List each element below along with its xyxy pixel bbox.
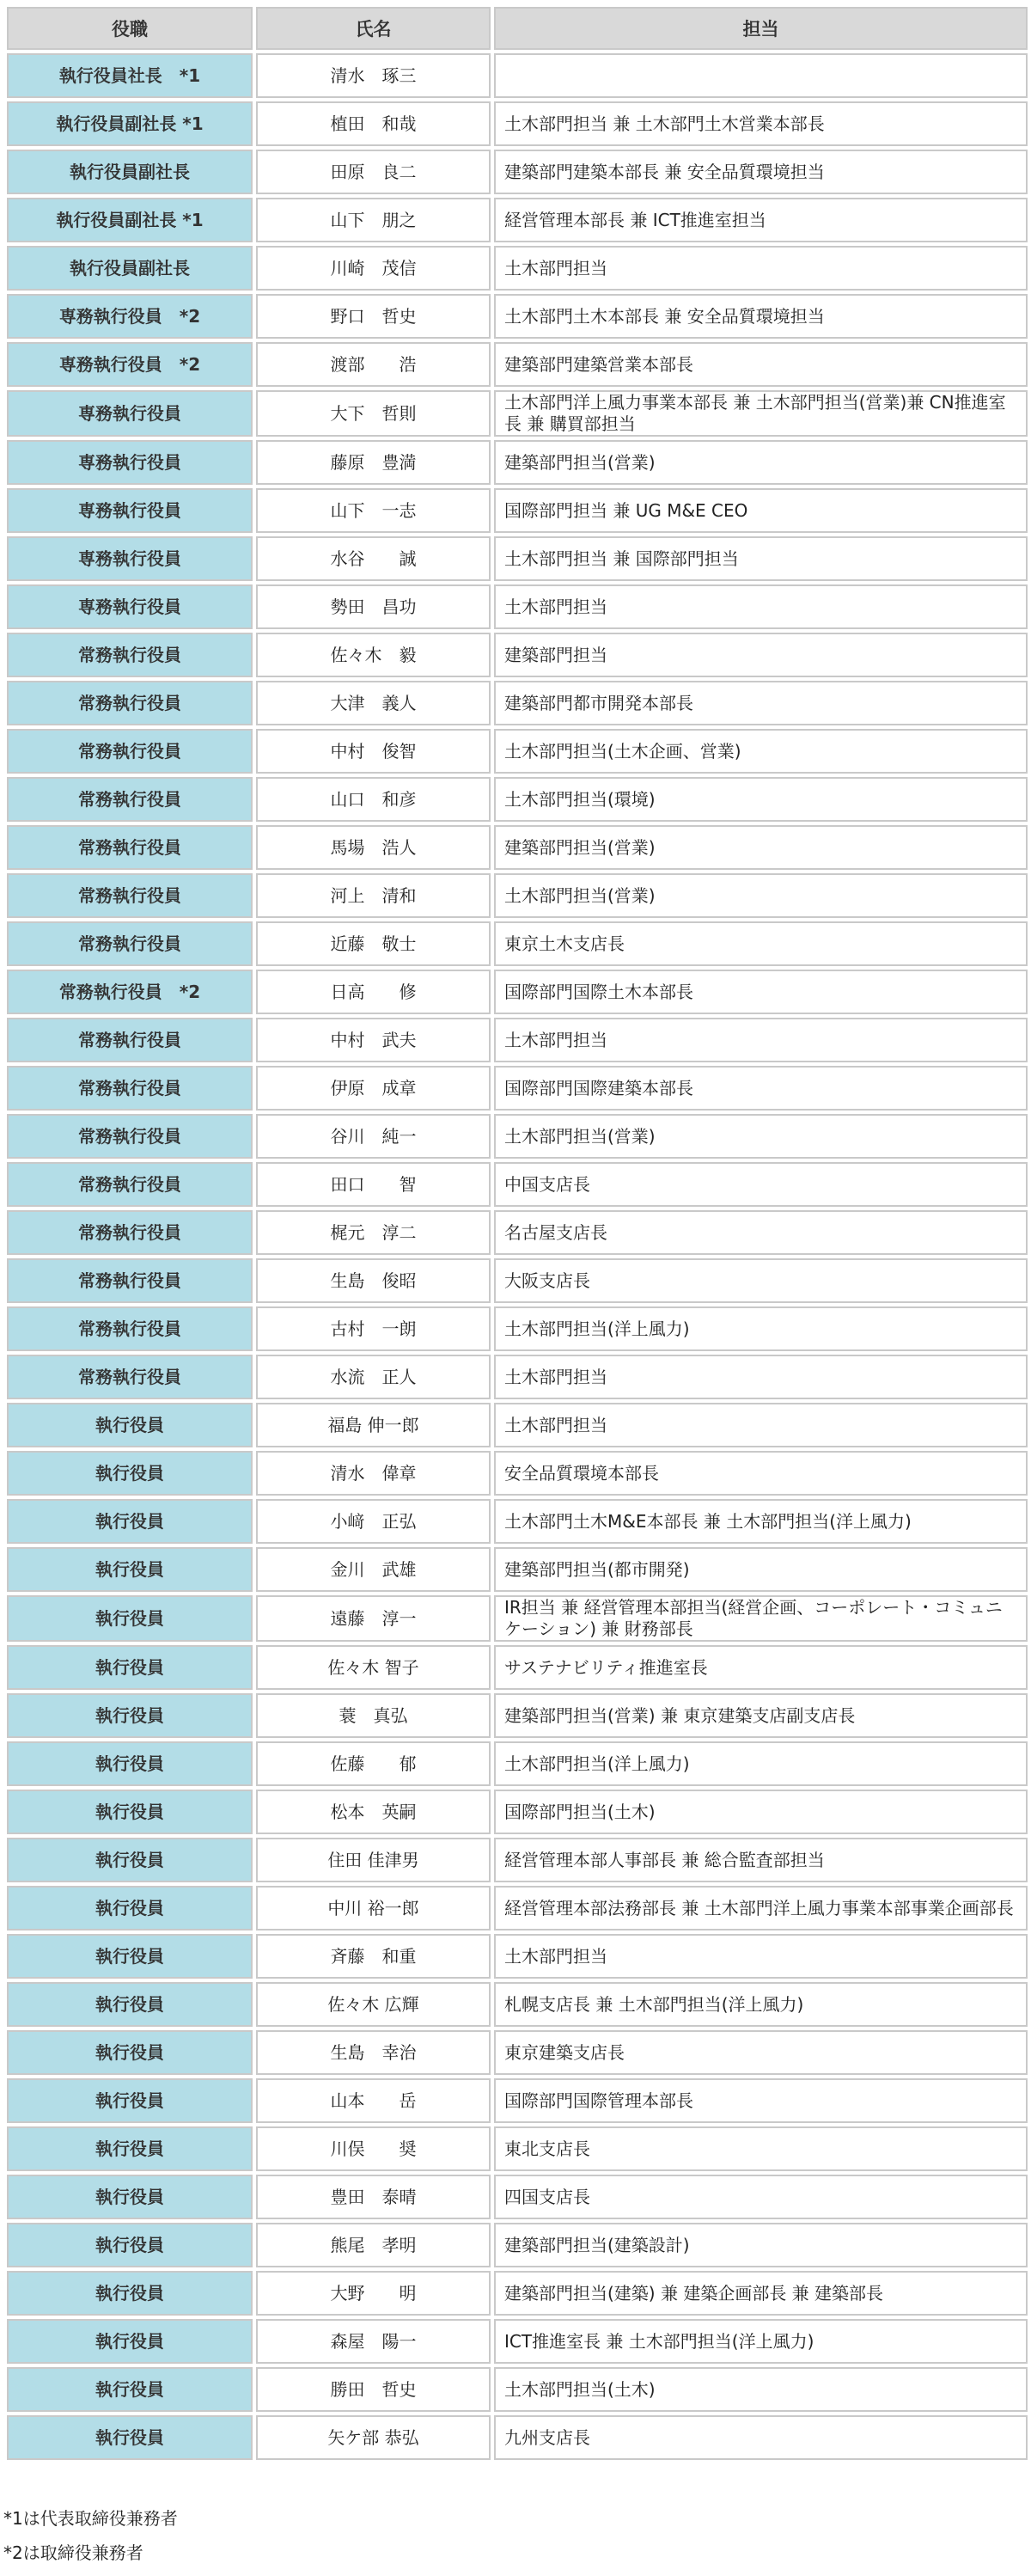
duty-cell: 建築部門担当(建築設計) (494, 2223, 1028, 2267)
footnote-1: *1は代表取締役兼務者 (3, 2508, 178, 2529)
table-row (7, 1355, 1028, 1399)
duty-cell: 土木部門担当(土木企画、営業) (494, 729, 1028, 774)
duty-cell: 九州支店長 (494, 2415, 1028, 2460)
role-cell: 常務執行役員 (7, 921, 253, 966)
table-row (7, 2223, 1028, 2267)
name-cell: 大下 哲則 (256, 390, 491, 437)
role-cell: 常務執行役員 (7, 1210, 253, 1255)
table-row (7, 2271, 1028, 2316)
duty-cell: 土木部門担当 (494, 246, 1028, 291)
role-cell: 専務執行役員 (7, 488, 253, 533)
name-cell: 梶元 淳二 (256, 1210, 491, 1255)
table-row (7, 584, 1028, 629)
officers-table (3, 3, 1031, 2463)
table-row (7, 1741, 1028, 1786)
role-cell: 執行役員 (7, 2175, 253, 2219)
role-cell: 執行役員 (7, 1934, 253, 1979)
role-cell: 執行役員社長 *1 (7, 53, 253, 98)
table-row (7, 1114, 1028, 1159)
role-cell: 常務執行役員 (7, 873, 253, 918)
duty-cell: 土木部門担当 (494, 1355, 1028, 1399)
name-cell: 大津 義人 (256, 681, 491, 725)
role-cell: 専務執行役員 *2 (7, 342, 253, 387)
role-cell: 執行役員 (7, 1790, 253, 1834)
name-cell: 山下 朋之 (256, 198, 491, 242)
duty-cell: 名古屋支店長 (494, 1210, 1028, 1255)
duty-cell: 建築部門建築本部長 兼 安全品質環境担当 (494, 150, 1028, 194)
duty-cell: 国際部門国際土木本部長 (494, 970, 1028, 1014)
header-name: 氏名 (256, 7, 491, 50)
name-cell: 勝田 哲史 (256, 2367, 491, 2412)
name-cell: 山口 和彦 (256, 777, 491, 822)
name-cell: 中村 俊智 (256, 729, 491, 774)
duty-cell: 土木部門担当 兼 土木部門土木営業本部長 (494, 101, 1028, 146)
duty-cell: 建築部門担当(都市開発) (494, 1547, 1028, 1592)
name-cell: 山下 一志 (256, 488, 491, 533)
name-cell: 蓑 真弘 (256, 1693, 491, 1738)
duty-cell: 建築部門担当(営業) 兼 東京建築支店副支店長 (494, 1693, 1028, 1738)
role-cell: 執行役員 (7, 1693, 253, 1738)
table-row (7, 729, 1028, 774)
name-cell: 馬場 浩人 (256, 825, 491, 870)
role-cell: 執行役員 (7, 2126, 253, 2171)
table-row (7, 1934, 1028, 1979)
name-cell: 伊原 成章 (256, 1066, 491, 1111)
table-row (7, 777, 1028, 822)
duty-cell: 土木部門担当 (494, 1018, 1028, 1062)
role-cell: 常務執行役員 (7, 729, 253, 774)
duty-cell: IR担当 兼 経営管理本部担当(経営企画、コーポレート・コミュニケーション) 兼 財務部長 (494, 1595, 1028, 1642)
table-row (7, 1982, 1028, 2027)
duty-cell: 土木部門担当(土木) (494, 2367, 1028, 2412)
name-cell: 近藤 敬士 (256, 921, 491, 966)
name-cell: 小﨑 正弘 (256, 1499, 491, 1544)
duty-cell: 四国支店長 (494, 2175, 1028, 2219)
table-row (7, 1066, 1028, 1111)
name-cell: 中川 裕一郎 (256, 1886, 491, 1930)
duty-cell: 土木部門担当(環境) (494, 777, 1028, 822)
role-cell: 常務執行役員 (7, 1355, 253, 1399)
role-cell: 執行役員 (7, 2223, 253, 2267)
name-cell: 熊尾 孝明 (256, 2223, 491, 2267)
name-cell: 野口 哲史 (256, 294, 491, 339)
name-cell: 生島 俊昭 (256, 1258, 491, 1303)
name-cell: 中村 武夫 (256, 1018, 491, 1062)
role-cell: 常務執行役員 (7, 1018, 253, 1062)
table-row (7, 1018, 1028, 1062)
table-row (7, 246, 1028, 291)
table-row (7, 101, 1028, 146)
role-cell: 専務執行役員 (7, 440, 253, 485)
duty-cell: 国際部門担当(土木) (494, 1790, 1028, 1834)
duty-cell: 土木部門担当 (494, 584, 1028, 629)
name-cell: 清水 琢三 (256, 53, 491, 98)
duty-cell: 土木部門担当(洋上風力) (494, 1306, 1028, 1351)
role-cell: 執行役員 (7, 1645, 253, 1690)
table-body (7, 53, 1028, 2460)
table-row (7, 2367, 1028, 2412)
duty-cell: 土木部門担当 兼 国際部門担当 (494, 536, 1028, 581)
duty-cell: 土木部門担当 (494, 1403, 1028, 1447)
header-role: 役職 (7, 7, 253, 50)
footnotes (3, 2501, 178, 2570)
name-cell: 田口 智 (256, 1162, 491, 1207)
role-cell: 常務執行役員 (7, 777, 253, 822)
table-row (7, 1645, 1028, 1690)
role-cell: 専務執行役員 (7, 584, 253, 629)
duty-cell: 安全品質環境本部長 (494, 1451, 1028, 1496)
table-row (7, 873, 1028, 918)
name-cell: 植田 和哉 (256, 101, 491, 146)
duty-cell: 建築部門都市開発本部長 (494, 681, 1028, 725)
name-cell: 金川 武雄 (256, 1547, 491, 1592)
table-row (7, 1886, 1028, 1930)
duty-cell: 経営管理本部法務部長 兼 土木部門洋上風力事業本部事業企画部長 (494, 1886, 1028, 1930)
table-row (7, 53, 1028, 98)
role-cell: 執行役員 (7, 1741, 253, 1786)
name-cell: 渡部 浩 (256, 342, 491, 387)
table-row (7, 2030, 1028, 2075)
table-row (7, 1693, 1028, 1738)
duty-cell: 経営管理本部長 兼 ICT推進室担当 (494, 198, 1028, 242)
table-row (7, 1258, 1028, 1303)
name-cell: 佐藤 郁 (256, 1741, 491, 1786)
table-row (7, 1790, 1028, 1834)
role-cell: 執行役員副社長 (7, 150, 253, 194)
table-row (7, 1210, 1028, 1255)
name-cell: 古村 一朗 (256, 1306, 491, 1351)
name-cell: 佐々木 広輝 (256, 1982, 491, 2027)
role-cell: 常務執行役員 (7, 633, 253, 677)
table-row (7, 1595, 1028, 1642)
duty-cell: 土木部門担当(洋上風力) (494, 1741, 1028, 1786)
table-row (7, 1499, 1028, 1544)
name-cell: 藤原 豊満 (256, 440, 491, 485)
header-duty: 担当 (494, 7, 1028, 50)
table-row (7, 390, 1028, 437)
duty-cell: 札幌支店長 兼 土木部門担当(洋上風力) (494, 1982, 1028, 2027)
name-cell: 矢ケ部 恭弘 (256, 2415, 491, 2460)
role-cell: 専務執行役員 *2 (7, 294, 253, 339)
table-row (7, 440, 1028, 485)
name-cell: 森屋 陽一 (256, 2319, 491, 2364)
name-cell: 水流 正人 (256, 1355, 491, 1399)
name-cell: 生島 幸治 (256, 2030, 491, 2075)
table-row (7, 1306, 1028, 1351)
role-cell: 執行役員 (7, 2367, 253, 2412)
duty-cell: 中国支店長 (494, 1162, 1028, 1207)
duty-cell: サステナビリティ推進室長 (494, 1645, 1028, 1690)
duty-cell: 経営管理本部人事部長 兼 総合監査部担当 (494, 1838, 1028, 1882)
name-cell: 河上 清和 (256, 873, 491, 918)
role-cell: 執行役員副社長 (7, 246, 253, 291)
role-cell: 常務執行役員 (7, 1306, 253, 1351)
table-header-row (7, 7, 1028, 50)
table-row (7, 1451, 1028, 1496)
table-row (7, 633, 1028, 677)
role-cell: 常務執行役員 (7, 681, 253, 725)
role-cell: 常務執行役員 (7, 1066, 253, 1111)
duty-cell: 建築部門担当 (494, 633, 1028, 677)
role-cell: 執行役員 (7, 1838, 253, 1882)
role-cell: 執行役員 (7, 2030, 253, 2075)
duty-cell: 国際部門担当 兼 UG M&E CEO (494, 488, 1028, 533)
duty-cell: 建築部門担当(営業) (494, 440, 1028, 485)
table-row (7, 921, 1028, 966)
role-cell: 執行役員 (7, 1982, 253, 2027)
table-row (7, 536, 1028, 581)
name-cell: 川俣 奨 (256, 2126, 491, 2171)
role-cell: 執行役員 (7, 1499, 253, 1544)
duty-cell (494, 53, 1028, 98)
duty-cell: 東京建築支店長 (494, 2030, 1028, 2075)
duty-cell: 大阪支店長 (494, 1258, 1028, 1303)
name-cell: 佐々木 智子 (256, 1645, 491, 1690)
table-row (7, 342, 1028, 387)
table-row (7, 1162, 1028, 1207)
name-cell: 田原 良二 (256, 150, 491, 194)
name-cell: 川崎 茂信 (256, 246, 491, 291)
role-cell: 専務執行役員 (7, 536, 253, 581)
table-row (7, 2415, 1028, 2460)
name-cell: 大野 明 (256, 2271, 491, 2316)
duty-cell: 東京土木支店長 (494, 921, 1028, 966)
role-cell: 常務執行役員 (7, 1162, 253, 1207)
role-cell: 執行役員副社長 *1 (7, 101, 253, 146)
table-row (7, 1838, 1028, 1882)
name-cell: 日高 修 (256, 970, 491, 1014)
duty-cell: 東北支店長 (494, 2126, 1028, 2171)
duty-cell: 土木部門土木本部長 兼 安全品質環境担当 (494, 294, 1028, 339)
name-cell: 福島 伸一郎 (256, 1403, 491, 1447)
role-cell: 執行役員 (7, 1451, 253, 1496)
role-cell: 執行役員副社長 *1 (7, 198, 253, 242)
role-cell: 常務執行役員 (7, 1114, 253, 1159)
name-cell: 住田 佳津男 (256, 1838, 491, 1882)
duty-cell: 国際部門国際管理本部長 (494, 2078, 1028, 2123)
table-row (7, 150, 1028, 194)
role-cell: 執行役員 (7, 2319, 253, 2364)
role-cell: 常務執行役員 (7, 1258, 253, 1303)
name-cell: 谷川 純一 (256, 1114, 491, 1159)
name-cell: 清水 偉章 (256, 1451, 491, 1496)
table-row (7, 681, 1028, 725)
table-row (7, 198, 1028, 242)
duty-cell: 土木部門担当 (494, 1934, 1028, 1979)
name-cell: 勢田 昌功 (256, 584, 491, 629)
duty-cell: 建築部門担当(建築) 兼 建築企画部長 兼 建築部長 (494, 2271, 1028, 2316)
role-cell: 執行役員 (7, 1886, 253, 1930)
duty-cell: 建築部門建築営業本部長 (494, 342, 1028, 387)
role-cell: 執行役員 (7, 2415, 253, 2460)
role-cell: 専務執行役員 (7, 390, 253, 437)
duty-cell: ICT推進室長 兼 土木部門担当(洋上風力) (494, 2319, 1028, 2364)
footnote-2: *2は取締役兼務者 (3, 2542, 143, 2563)
table-row (7, 488, 1028, 533)
name-cell: 遠藤 淳一 (256, 1595, 491, 1642)
role-cell: 常務執行役員 *2 (7, 970, 253, 1014)
duty-cell: 建築部門担当(営業) (494, 825, 1028, 870)
name-cell: 斉藤 和重 (256, 1934, 491, 1979)
table-row (7, 1547, 1028, 1592)
role-cell: 執行役員 (7, 2271, 253, 2316)
table-row (7, 2126, 1028, 2171)
table-row (7, 2319, 1028, 2364)
duty-cell: 土木部門担当(営業) (494, 873, 1028, 918)
table-row (7, 825, 1028, 870)
name-cell: 水谷 誠 (256, 536, 491, 581)
role-cell: 執行役員 (7, 1403, 253, 1447)
table-row (7, 970, 1028, 1014)
table-row (7, 2078, 1028, 2123)
role-cell: 執行役員 (7, 1595, 253, 1642)
name-cell: 山本 岳 (256, 2078, 491, 2123)
duty-cell: 国際部門国際建築本部長 (494, 1066, 1028, 1111)
role-cell: 執行役員 (7, 1547, 253, 1592)
table-row (7, 2175, 1028, 2219)
role-cell: 執行役員 (7, 2078, 253, 2123)
table-row (7, 1403, 1028, 1447)
role-cell: 常務執行役員 (7, 825, 253, 870)
duty-cell: 土木部門担当(営業) (494, 1114, 1028, 1159)
duty-cell: 土木部門洋上風力事業本部長 兼 土木部門担当(営業)兼 CN推進室長 兼 購買部担当 (494, 390, 1028, 437)
name-cell: 佐々木 毅 (256, 633, 491, 677)
name-cell: 松本 英嗣 (256, 1790, 491, 1834)
table-row (7, 294, 1028, 339)
name-cell: 豊田 泰晴 (256, 2175, 491, 2219)
duty-cell: 土木部門土木M&E本部長 兼 土木部門担当(洋上風力) (494, 1499, 1028, 1544)
